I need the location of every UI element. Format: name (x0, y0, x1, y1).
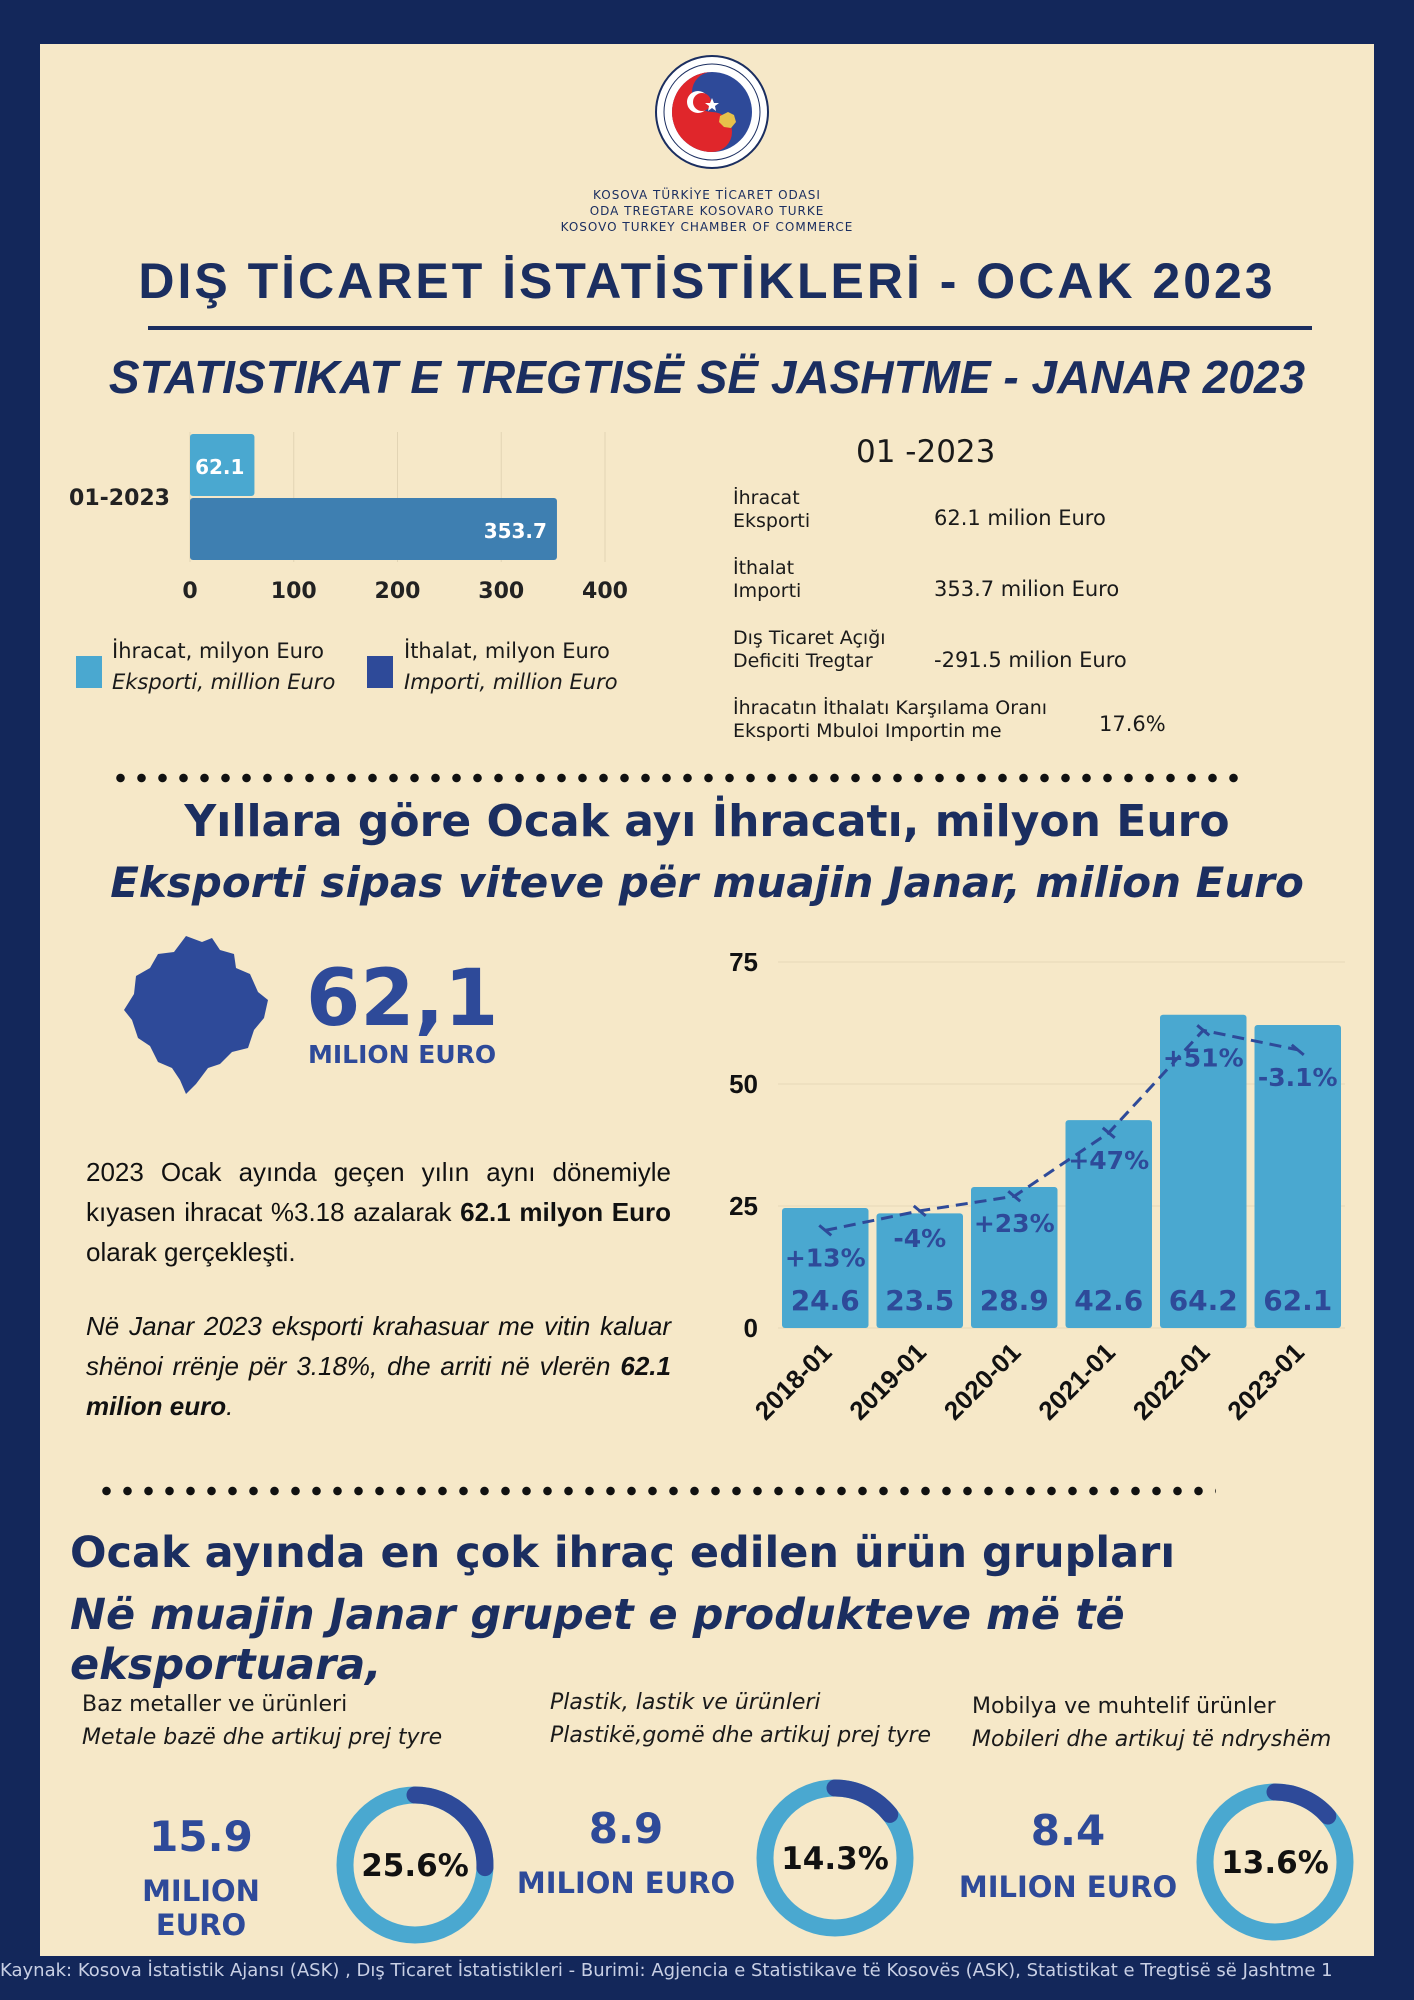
section-exports-title-sq: Eksporti sipas viteve për muajin Janar, milion Euro (110, 858, 1304, 907)
page-title-tr: DIŞ TİCARET İSTATİSTİKLERİ - OCAK 2023 (138, 253, 1276, 309)
summary-imports-label (733, 557, 801, 603)
summary-exports-label-sq: Eksporti (733, 510, 811, 532)
vbar-value-label: 62.1 (1263, 1284, 1333, 1317)
summary-imports-label-tr: İthalat (733, 557, 795, 579)
summary-deficit-value: -291.5 milion Euro (934, 648, 1127, 672)
donut-share-label: 25.6% (361, 1848, 469, 1884)
product-group-name-sq: Mobileri dhe artikuj të ndryshëm (972, 1727, 1332, 1752)
kosovo-map-icon (124, 934, 270, 1094)
product-group-name-sq: Plastikë,gomë dhe artikuj prej tyre (550, 1723, 932, 1748)
summary-coverage-label (733, 697, 1047, 743)
section-exports-title-tr: Yıllara göre Ocak ayı İhracatı, milyon Euro (184, 796, 1230, 847)
paragraph-tr-part1: 2023 Ocak ayında geçen yılın aynı dönemiyle kıyasen ihracat %3.18 azalarak (86, 1157, 671, 1227)
source-footer: Kaynak: Kosova İstatistik Ajansı (ASK) , Dış Ticaret İstatistikleri - Burimi: Agjencia e Statistikave të Kosovës (ASK), Statistikat e Tregtisë së Jashtme 1 (0, 1960, 1333, 1981)
product-group-value: 15.9 (149, 1812, 253, 1861)
section-products-title-tr: Ocak ayında en çok ihraç edilen ürün grupları (70, 1528, 1176, 1578)
summary-imports-value: 353.7 milion Euro (934, 577, 1120, 601)
vbar-change-label: +51% (1162, 1043, 1244, 1073)
summary-exports-value: 62.1 milion Euro (934, 506, 1106, 530)
vbar-change-label: -4% (893, 1223, 947, 1253)
paragraph-tr-part2: olarak gerçekleşti. (86, 1237, 296, 1267)
vbar-change-label: +13% (784, 1243, 866, 1273)
legend-imports-tr: İthalat, milyon Euro (404, 639, 610, 663)
product-group-name-tr: Plastik, lastik ve ürünleri (550, 1690, 821, 1715)
paragraph-sq-part2: . (226, 1391, 234, 1421)
headline-export-value: 62,1 (306, 954, 499, 1044)
donut-share-label: 13.6% (1221, 1845, 1329, 1881)
legend-imports-sq: Importi, million Euro (404, 670, 618, 694)
legend-exports-sq: Eksporti, million Euro (112, 670, 336, 694)
summary-exports-label-tr: İhracat (733, 487, 800, 509)
section-products-title-sq: Në muajin Janar grupet e produkteve më të eksportuara, (70, 1590, 1125, 1690)
vbar-x-tick-label: 2019-01 (843, 1337, 932, 1426)
page-title-sq: STATISTIKAT E TREGTISË SË JASHTME - JANAR 2023 (108, 351, 1306, 403)
product-group-name-tr: Baz metaller ve ürünleri (82, 1692, 348, 1717)
product-group-unit: MILION EURO (142, 1874, 260, 1942)
product-share-donut (1190, 1777, 1360, 1947)
org-name-en: KOSOVO TURKEY CHAMBER OF COMMERCE (560, 220, 854, 234)
product-group-name-sq: Metale bazë dhe artikuj prej tyre (82, 1725, 443, 1750)
product-group-name-tr: Mobilya ve muhtelif ürünler (972, 1694, 1276, 1719)
legend-swatch-imports (367, 656, 393, 688)
summary-paragraph-sq (86, 1306, 671, 1426)
product-group-label (82, 1688, 442, 1754)
vbar-change-label: -3.1% (1257, 1062, 1338, 1092)
vbar-y-tick-label: 0 (743, 1313, 758, 1343)
org-name-sq: ODA TREGTARE KOSOVARO TURKE (589, 204, 825, 218)
summary-period: 01 -2023 (856, 434, 996, 470)
january-exports-by-year-chart (700, 940, 1360, 1480)
vbar-value-label: 23.5 (885, 1284, 955, 1317)
legend-swatch-exports (76, 656, 102, 688)
product-group-value: 8.4 (1030, 1806, 1106, 1855)
hbar-x-tick-label: 400 (582, 579, 628, 604)
export-import-bar-chart (60, 420, 660, 620)
hbar-category-label: 01-2023 (69, 486, 170, 511)
title-divider (148, 326, 1312, 330)
vbar-value-label: 28.9 (979, 1284, 1049, 1317)
dotted-divider-2 (96, 1484, 1216, 1498)
vbar-change-label: +47% (1068, 1145, 1150, 1175)
product-group-label (550, 1686, 931, 1752)
donut-share-label: 14.3% (781, 1841, 889, 1877)
legend-exports (112, 636, 335, 698)
dotted-divider (110, 771, 1240, 785)
vbar-value-label: 24.6 (790, 1284, 860, 1317)
vbar-x-tick-label: 2021-01 (1032, 1337, 1121, 1426)
summary-exports-label (733, 487, 810, 533)
product-group-unit: MILION EURO (516, 1866, 736, 1900)
summary-deficit-label-sq: Deficiti Tregtar (733, 650, 873, 672)
product-group-value: 8.9 (588, 1804, 664, 1853)
paragraph-tr-bold: 62.1 milyon Euro (460, 1197, 671, 1227)
hbar-x-tick-label: 300 (478, 579, 525, 604)
chamber-logo (654, 54, 770, 170)
vbar-change-label: +23% (973, 1209, 1055, 1239)
hbar-x-tick-label: 200 (374, 579, 421, 604)
summary-coverage-value: 17.6% (1099, 712, 1166, 736)
paragraph-sq-part1: Në Janar 2023 eksporti krahasuar me vitin kaluar shënoi rrënje për 3.18%, dhe arriti në vlerën (86, 1311, 671, 1381)
summary-deficit-label-tr: Dış Ticaret Açığı (733, 627, 886, 649)
summary-imports-label-sq: Importi (733, 580, 802, 602)
summary-coverage-label-sq: Eksporti Mbuloi Importin me (733, 720, 1002, 742)
vbar-y-tick-label: 50 (729, 1069, 758, 1099)
vbar-x-tick-label: 2018-01 (748, 1337, 838, 1426)
vbar-x-tick-label: 2023-01 (1221, 1337, 1310, 1426)
vbar-y-tick-label: 75 (729, 947, 758, 977)
product-group-label (972, 1690, 1331, 1756)
donut-share-arc (1275, 1792, 1328, 1816)
summary-coverage-label-tr: İhracatın İthalatı Karşılama Oranı (733, 697, 1048, 719)
org-name-tr: KOSOVA TÜRKİYE TİCARET ODASI (593, 188, 821, 202)
product-group-unit: MILION EURO (958, 1870, 1178, 1904)
hbar-value-label: 353.7 (483, 519, 547, 543)
vbar-value-label: 42.6 (1074, 1284, 1144, 1317)
hbar-x-tick-label: 100 (270, 579, 317, 604)
donut-share-arc (835, 1788, 890, 1814)
legend-exports-tr: İhracat, milyon Euro (112, 639, 324, 663)
summary-paragraph-tr (86, 1152, 671, 1272)
legend-imports (404, 636, 618, 698)
hbar-value-label: 62.1 (195, 455, 245, 479)
hbar-x-tick-label: 0 (182, 579, 198, 604)
vbar-value-label: 64.2 (1168, 1284, 1238, 1317)
product-share-donut (750, 1773, 920, 1943)
vbar-x-tick-label: 2020-01 (937, 1337, 1027, 1426)
product-share-donut (330, 1780, 500, 1950)
paragraph-sq-bold: 62.1 milion euro (86, 1351, 671, 1421)
vbar-y-tick-label: 25 (729, 1191, 758, 1221)
vbar-x-tick-label: 2022-01 (1126, 1337, 1216, 1426)
headline-export-unit: MILION EURO (308, 1040, 497, 1069)
summary-deficit-label (733, 627, 886, 673)
